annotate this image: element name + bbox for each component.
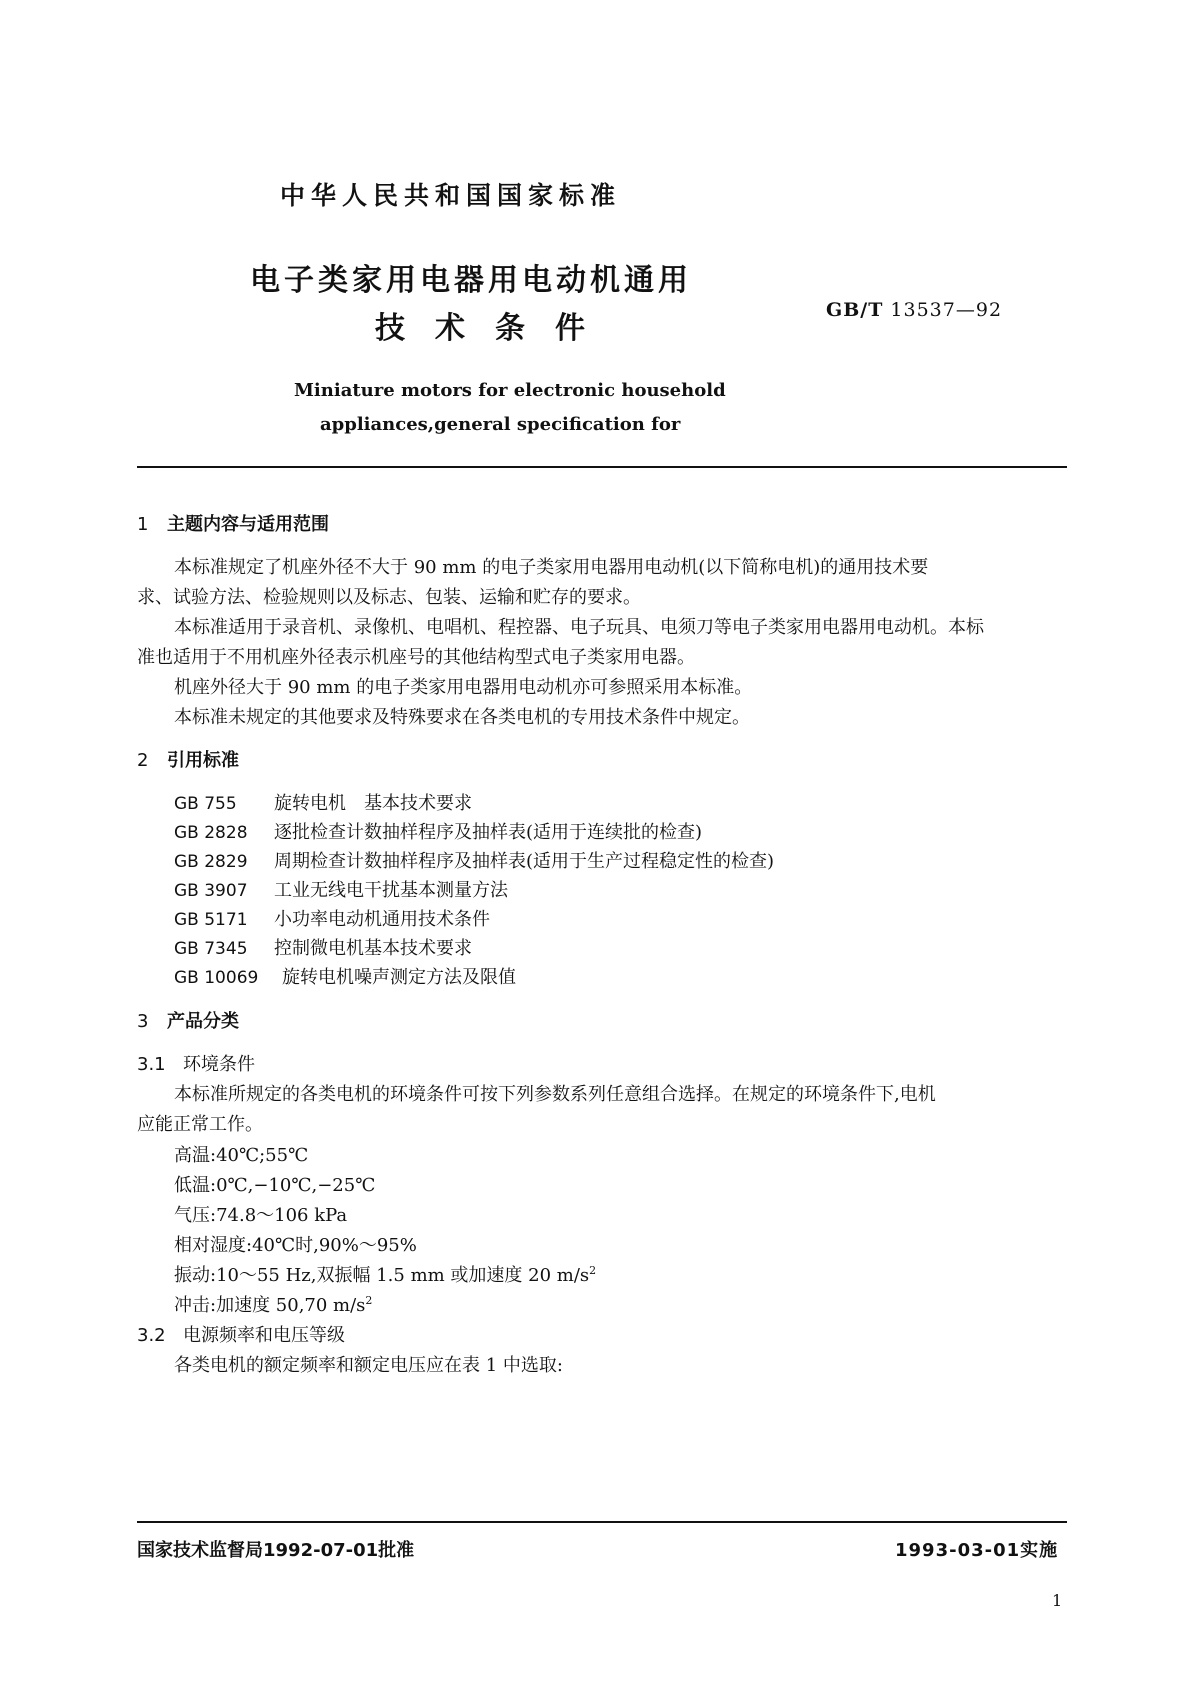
vibration-exponent: 2 [589,1264,597,1277]
condition-vibration [174,1261,596,1287]
section3-1-heading [137,1050,255,1076]
reference-code: GB 755 [174,794,237,814]
reference-item [174,789,472,815]
standard-code-prefix: GB/T [826,299,884,321]
condition-humidity: 相对湿度:40℃时,90%～95% [174,1235,417,1256]
approval-date: 国家技术监督局1992-07-01批准 [137,1540,415,1561]
section2-number: 2 [137,750,149,771]
reference-item [174,905,490,931]
header-divider [137,466,1067,468]
reference-title: 控制微电机基本技术要求 [274,938,472,959]
reference-code: GB 5171 [174,910,248,930]
reference-item [174,934,472,960]
shock-exponent: 2 [365,1294,373,1307]
section3-2-title: 电源频率和电压等级 [183,1325,345,1346]
reference-title: 工业无线电干扰基本测量方法 [274,880,508,901]
reference-title: 旋转电机 基本技术要求 [274,793,472,814]
section3-title: 产品分类 [167,1011,239,1032]
section1-p4: 本标准未规定的其他要求及特殊要求在各类电机的专用技术条件中规定。 [174,707,750,728]
reference-code: GB 10069 [174,968,259,988]
reference-code: GB 7345 [174,939,248,959]
standard-code-number: 13537—92 [890,299,1003,321]
section3-number: 3 [137,1011,149,1032]
section2-heading [137,746,239,772]
reference-code: GB 3907 [174,881,248,901]
condition-high-temperature: 高温:40℃;55℃ [174,1145,309,1166]
document-title-line1: 电子类家用电器用电动机通用 [250,263,692,298]
english-title-line2: appliances,general specification for [320,414,681,435]
section1-heading [137,510,329,536]
condition-vibration-text: 振动:10～55 Hz,双振幅 1.5 mm 或加速度 20 m/s [174,1265,590,1286]
section1-p2-line1: 本标准适用于录音机、录像机、电唱机、程控器、电子玩具、电须刀等电子类家用电器用电动机。本标 [174,617,984,638]
reference-title: 逐批检查计数抽样程序及抽样表(适用于连续批的检查) [274,822,703,843]
condition-shock-text: 冲击:加速度 50,70 m/s [174,1295,366,1316]
reference-code: GB 2828 [174,823,248,843]
page-number: 1 [1052,1591,1063,1610]
document-title-line2: 技术条件 [375,311,615,346]
standard-code [826,299,1002,321]
condition-low-temperature: 低温:0℃,−10℃,−25℃ [174,1175,376,1196]
section3-2-text: 各类电机的额定频率和额定电压应在表 1 中选取: [174,1355,563,1376]
section3-heading [137,1007,239,1033]
section1-p1-line1: 本标准规定了机座外径不大于 90 mm 的电子类家用电器用电动机(以下简称电机)的通用技术要 [174,557,929,578]
section3-2-number: 3.2 [137,1325,166,1346]
implementation-date: 1993-03-01实施 [895,1540,1059,1561]
reference-title: 小功率电动机通用技术条件 [274,909,490,930]
national-standard-title: 中华人民共和国国家标准 [280,181,622,210]
section3-2-heading [137,1321,345,1347]
condition-air-pressure: 气压:74.8～106 kPa [174,1205,348,1226]
section2-title: 引用标准 [167,750,239,771]
section3-1-title: 环境条件 [183,1054,255,1075]
english-title-line1: Miniature motors for electronic household [294,380,726,401]
reference-title: 旋转电机噪声测定方法及限值 [282,967,516,988]
section1-p1-line2: 求、试验方法、检验规则以及标志、包装、运输和贮存的要求。 [137,587,641,608]
section1-title: 主题内容与适用范围 [167,514,329,535]
reference-title: 周期检查计数抽样程序及抽样表(适用于生产过程稳定性的检查) [274,851,775,872]
section3-1-number: 3.1 [137,1054,166,1075]
reference-item [174,963,516,989]
section1-p2-line2: 准也适用于不用机座外径表示机座号的其他结构型式电子类家用电器。 [137,647,695,668]
reference-item [174,818,702,844]
section1-number: 1 [137,514,149,535]
reference-item [174,876,508,902]
reference-item [174,847,774,873]
section3-1-intro-line2: 应能正常工作。 [137,1114,263,1135]
reference-code: GB 2829 [174,852,248,872]
section1-p3: 机座外径大于 90 mm 的电子类家用电器用电动机亦可参照采用本标准。 [174,677,753,698]
section3-1-intro-line1: 本标准所规定的各类电机的环境条件可按下列参数系列任意组合选择。在规定的环境条件下,电机 [174,1084,936,1105]
footer-divider [137,1521,1067,1523]
condition-shock [174,1291,372,1317]
